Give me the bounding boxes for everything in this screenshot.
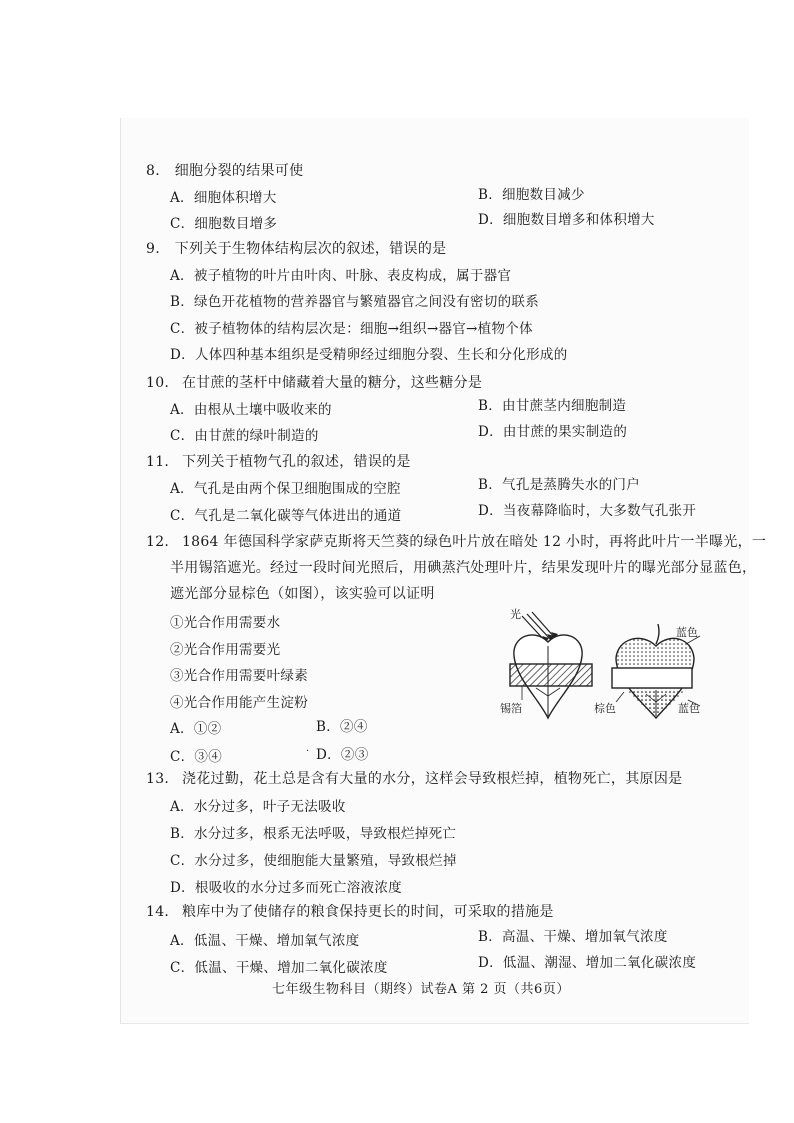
label-blue-bottom: 蓝色 — [678, 702, 700, 715]
question-number: 12. — [146, 534, 170, 550]
scan-speck: . — [306, 743, 310, 754]
question-stem: 下列关于植物气孔的叙述，错误的是 — [181, 454, 411, 470]
option-c: C．水分过多，使细胞能大量繁殖，导致根烂掉 — [170, 853, 457, 869]
question-number: 9. — [146, 241, 160, 257]
question-10 — [146, 372, 482, 392]
option-d: D．细胞数目增多和体积增大 — [478, 212, 655, 228]
option-a: A．①② — [170, 721, 222, 737]
option-c: C．细胞数目增多 — [170, 216, 278, 232]
option-d: D．②③ — [316, 747, 369, 763]
option-b: B．高温、干燥、增加氧气浓度 — [478, 929, 668, 945]
question-number: 8. — [146, 163, 160, 179]
statement-4: ④光合作用能产生淀粉 — [170, 695, 308, 711]
question-stem-line-2: 半用锡箔遮光。经过一段时间光照后，用碘蒸汽处理叶片，结果发现叶片的曝光部分显蓝色， — [170, 560, 757, 576]
option-b: B．细胞数目减少 — [478, 187, 585, 203]
option-c: C．被子植物体的结构层次是：细胞→组织→器官→植物个体 — [170, 321, 533, 337]
option-a: A．细胞体积增大 — [170, 190, 277, 206]
option-c: C．低温、干燥、增加二氧化碳浓度 — [170, 960, 388, 976]
label-light: 光 — [510, 608, 521, 621]
question-14 — [146, 901, 554, 921]
label-blue-top: 蓝色 — [676, 626, 698, 639]
page-footer: 七年级生物科目（期终）试卷A 第 2 页（共6页） — [272, 982, 570, 997]
question-number: 13. — [146, 771, 170, 787]
option-c: C．由甘蔗的绿叶制造的 — [170, 428, 319, 444]
statement-3: ③光合作用需要叶绿素 — [170, 668, 308, 684]
question-number: 11. — [146, 454, 170, 470]
leaf-experiment-figure — [496, 606, 712, 724]
statement-2: ②光合作用需要光 — [170, 642, 281, 658]
label-brown: 棕色 — [594, 702, 616, 715]
option-d: D．当夜幕降临时，大多数气孔张开 — [478, 503, 697, 519]
question-stem: 浇花过勤，花土总是含有大量的水分，这样会导致根烂掉，植物死亡，其原因是 — [181, 771, 683, 787]
option-d: D．低温、潮湿、增加二氧化碳浓度 — [478, 955, 697, 971]
option-a: A．被子植物的叶片由叶肉、叶脉、表皮构成，属于器官 — [170, 268, 512, 284]
question-stem: 下列关于生物体结构层次的叙述，错误的是 — [174, 241, 447, 257]
question-12 — [146, 531, 766, 551]
question-stem: 粮库中为了使储存的粮食保持更长的时间，可采取的措施是 — [181, 904, 554, 920]
question-number: 14. — [146, 904, 170, 920]
option-c: C．③④ — [170, 749, 223, 765]
option-c: C．气孔是二氧化碳等气体进出的通道 — [170, 508, 402, 524]
question-number: 10. — [146, 375, 170, 391]
question-9 — [146, 238, 446, 258]
option-d: D．根吸收的水分过多而死亡溶液浓度 — [170, 880, 402, 896]
question-stem: 在甘蔗的茎杆中储藏着大量的糖分，这些糖分是 — [181, 375, 483, 391]
option-b: B．②④ — [316, 719, 368, 735]
question-11 — [146, 451, 411, 471]
option-b: B．绿色开花植物的营养器官与繁殖器官之间没有密切的联系 — [170, 294, 540, 310]
option-b: B．由甘蔗茎内细胞制造 — [478, 398, 627, 414]
option-a: A．低温、干燥、增加氧气浓度 — [170, 933, 360, 949]
label-foil: 锡箔 — [500, 702, 522, 715]
left-leaf — [510, 635, 592, 718]
option-d: D．由甘蔗的果实制造的 — [478, 424, 628, 440]
option-d: D．人体四种基本组织是受精卵经过细胞分裂、生长和分化形成的 — [170, 347, 568, 363]
option-b: B．水分过多，根系无法呼吸，导致根烂掉死亡 — [170, 826, 457, 842]
question-stem-line-1: 1864 年德国科学家萨克斯将天竺葵的绿色叶片放在暗处 12 小时，再将此叶片一半曝光，一 — [181, 534, 767, 550]
option-a: A．水分过多，叶子无法吸收 — [170, 799, 346, 815]
question-stem-line-3: 遮光部分显棕色（如图），该实验可以证明 — [170, 586, 435, 602]
option-a: A．由根从土壤中吸收来的 — [170, 402, 332, 418]
statement-1: ①光合作用需要水 — [170, 615, 281, 631]
option-a: A．气孔是由两个保卫细胞围成的空腔 — [170, 481, 401, 497]
question-8 — [146, 160, 303, 180]
option-b: B．气孔是蒸腾失水的门户 — [478, 477, 641, 493]
question-13 — [146, 768, 682, 788]
question-stem: 细胞分裂的结果可使 — [174, 163, 304, 179]
